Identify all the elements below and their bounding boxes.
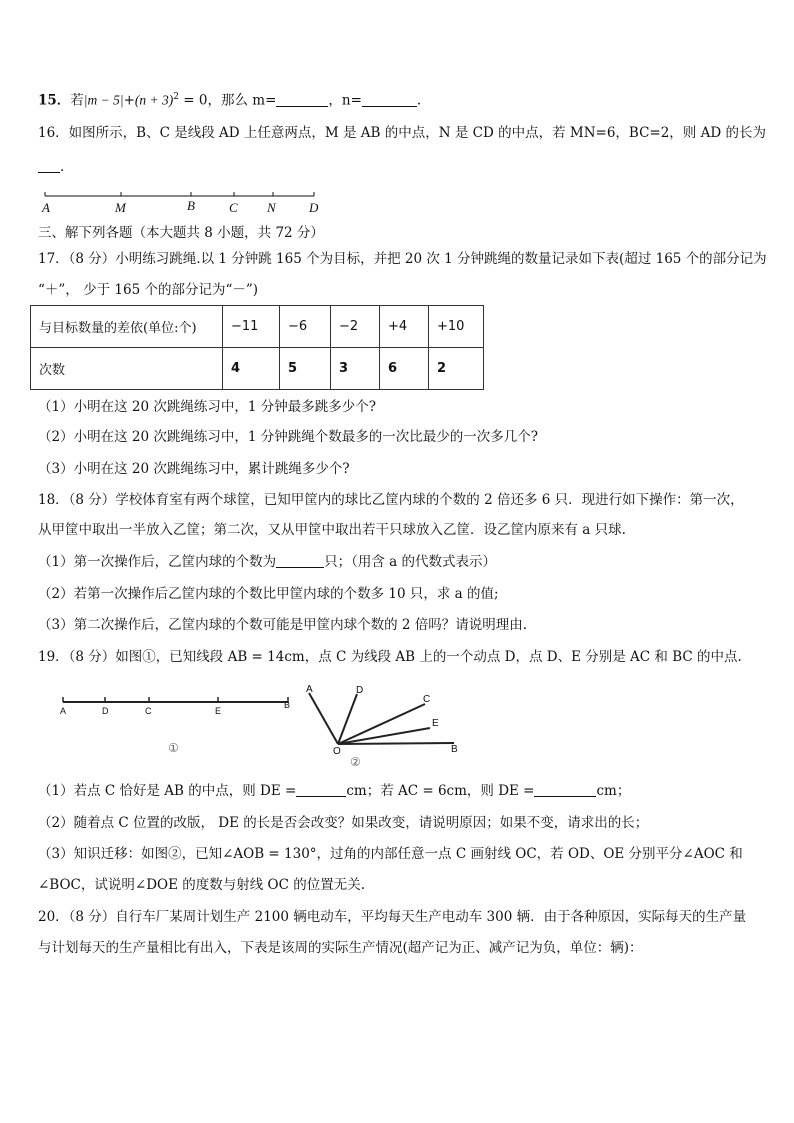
q16-line2: [38, 158, 64, 176]
table-row: [31, 348, 484, 390]
q19-fig2-label-o: O: [333, 746, 341, 757]
q19-fig2-ray-oe: [338, 728, 430, 744]
q16-label-c: C: [229, 200, 238, 215]
q20-line2: 与计划每天的生产量相比有出入，下表是该周的实际生产情况(超产记为正、减产记为负，单位：辆)：: [38, 940, 643, 956]
q19-fig1-label-c: C: [145, 706, 152, 716]
q19-sub1-blank-2[interactable]: [534, 782, 596, 797]
q19-sub1: [38, 782, 630, 800]
q18-sub1-blank[interactable]: [276, 553, 324, 568]
q19-sub2: （2）随着点 C 位置的改版， DE 的长是否会改变？如果改变，请说明原因；如果不变，请求出的长；: [38, 815, 649, 831]
q18-line2: 从甲筐中取出一半放入乙筐；第二次，又从甲筐中取出若干只球放入乙筐．设乙筐内原来有 a 只球.: [38, 522, 626, 538]
q17-sub1: （1）小明在这 20 次跳绳练习中，1 分钟最多跳多少个?: [38, 399, 376, 415]
q16-segment-figure: [40, 188, 340, 218]
q18-sub1-end: 只；（用含 a 的代数式表示）: [324, 554, 496, 570]
q19-fig1-label-d: D: [102, 706, 109, 716]
q17-count-cell: 3: [331, 348, 380, 390]
q16-label-a: A: [42, 200, 50, 215]
q19-sub1-middle: cm；若 AC = 6cm，则 DE =: [346, 783, 535, 799]
q19-line1: 19．（8 分）如图①，已知线段 AB = 14cm，点 C 为线段 AB 上的一个动点 D，点 D、E 分别是 AC 和 BC 的中点.: [38, 649, 742, 665]
q19-fig2-ray-oa: [309, 693, 338, 744]
q17-count-cell: 6: [380, 348, 429, 390]
q19-fig1-caption: ①: [168, 741, 179, 755]
q17-sub2: （2）小明在这 20 次跳绳练习中，1 分钟跳绳个数最多的一次比最少的一次多几个?: [38, 429, 538, 445]
q17-data-table: [30, 305, 484, 390]
q15-lead: 若: [70, 92, 84, 109]
q17-diff-cell: −2: [331, 306, 380, 348]
q17-line1: 17．（8 分）小明练习跳绳.以 1 分钟跳 165 个为目标，并把 20 次 1 分钟跳绳的数量记录如下表(超过 165 个的部分记为: [38, 251, 767, 267]
q17-row1-label: 与目标数量的差依(单位:个): [31, 306, 223, 348]
q18-sub2: （2）若第一次操作后乙筐内球的个数比甲筐内球的个数多 10 只，求 a 的值;: [38, 586, 499, 602]
q19-fig1-label-e: E: [215, 706, 222, 716]
q17-diff-cell: −11: [223, 306, 280, 348]
q18-line1: 18．（8 分）学校体育室有两个球筐，已知甲筐内的球比乙筐内球的个数的 2 倍还多 6 只．现进行如下操作：第一次，: [38, 492, 744, 508]
q15-equation-tail: = 0，那么 m=: [179, 92, 277, 109]
q17-diff-cell: +10: [429, 306, 484, 348]
q19-figure-2: [298, 680, 488, 770]
q15-square-term: (n + 3): [134, 92, 174, 108]
q16-label-n: N: [267, 200, 276, 215]
q17-diff-cell: −6: [280, 306, 331, 348]
q19-sub3-line2: ∠BOC，试说明∠DOE 的度数与射线 OC 的位置无关.: [38, 877, 365, 893]
q18-sub3: （3）第二次操作后，乙筐内球的个数可能是甲筐内球个数的 2 倍吗？请说明理由.: [38, 617, 528, 633]
q16-blank[interactable]: [38, 158, 60, 173]
q19-sub1-start: （1）若点 C 恰好是 AB 的中点，则 DE =: [38, 783, 297, 799]
q16-label-d: D: [309, 200, 319, 215]
q15-blank-m[interactable]: [276, 92, 328, 107]
q19-fig2-label-e: E: [432, 718, 439, 729]
q19-fig2-label-b: B: [451, 744, 458, 755]
q19-sub1-end: cm；: [596, 783, 631, 799]
q19-fig2-caption: ②: [350, 755, 361, 769]
q16-label-b: B: [187, 198, 195, 213]
q18-sub1-start: （1）第一次操作后，乙筐内球的个数为: [38, 554, 277, 570]
q16-line1: 16．如图所示，B、C 是线段 AD 上任意两点，M 是 AB 的中点，N 是 CD 的中点，若 MN=6，BC=2，则 AD 的长为: [38, 125, 766, 141]
q19-sub1-blank-1[interactable]: [296, 782, 346, 797]
q17-sub3: （3）小明在这 20 次跳绳练习中，累计跳绳多少个?: [38, 461, 350, 477]
q15-line: [38, 88, 421, 110]
q17-count-cell: 5: [280, 348, 331, 390]
q17-count-cell: 4: [223, 348, 280, 390]
q15-end: .: [416, 92, 422, 109]
q19-sub3-line1: （3）知识迁移：如图②，已知∠AOB = 130°，过角的内部任意一点 C 画射线 OC，若 OD、OE 分别平分∠AOC 和: [38, 846, 743, 862]
q17-count-cell: 2: [429, 348, 484, 390]
q19-figure-1: [55, 690, 305, 770]
q19-fig2-ray-ob: [338, 743, 454, 744]
q16-end: .: [60, 159, 65, 175]
q19-fig1-label-b: B: [284, 700, 291, 710]
q17-line2: “＋”， 少于 165 个的部分记为“－”): [38, 282, 259, 298]
q18-sub1: [38, 553, 496, 571]
q19-fig2-label-a: A: [306, 684, 313, 695]
q17-diff-cell: +4: [380, 306, 429, 348]
q15-number: 15．: [38, 92, 71, 109]
q19-fig2-label-c: C: [423, 694, 431, 705]
q15-abs-term: |m − 5|: [83, 92, 124, 108]
q17-row2-label: 次数: [31, 348, 223, 390]
q15-plus: +: [123, 92, 135, 109]
q19-fig2-label-d: D: [356, 685, 364, 696]
q15-exponent: 2: [173, 92, 179, 102]
table-row: [31, 306, 484, 348]
q15-separator: ，n=: [328, 92, 362, 109]
section-3-header: 三、解下列各题（本大题共 8 小题，共 72 分）: [38, 225, 324, 241]
q15-blank-n[interactable]: [362, 92, 417, 107]
q16-label-m: M: [115, 200, 126, 215]
q20-line1: 20．（8 分）自行车厂某周计划生产 2100 辆电动车，平均每天生产电动车 300 辆．由于各种原因，实际每天的生产量: [38, 909, 747, 925]
q19-fig1-label-a: A: [60, 706, 67, 716]
